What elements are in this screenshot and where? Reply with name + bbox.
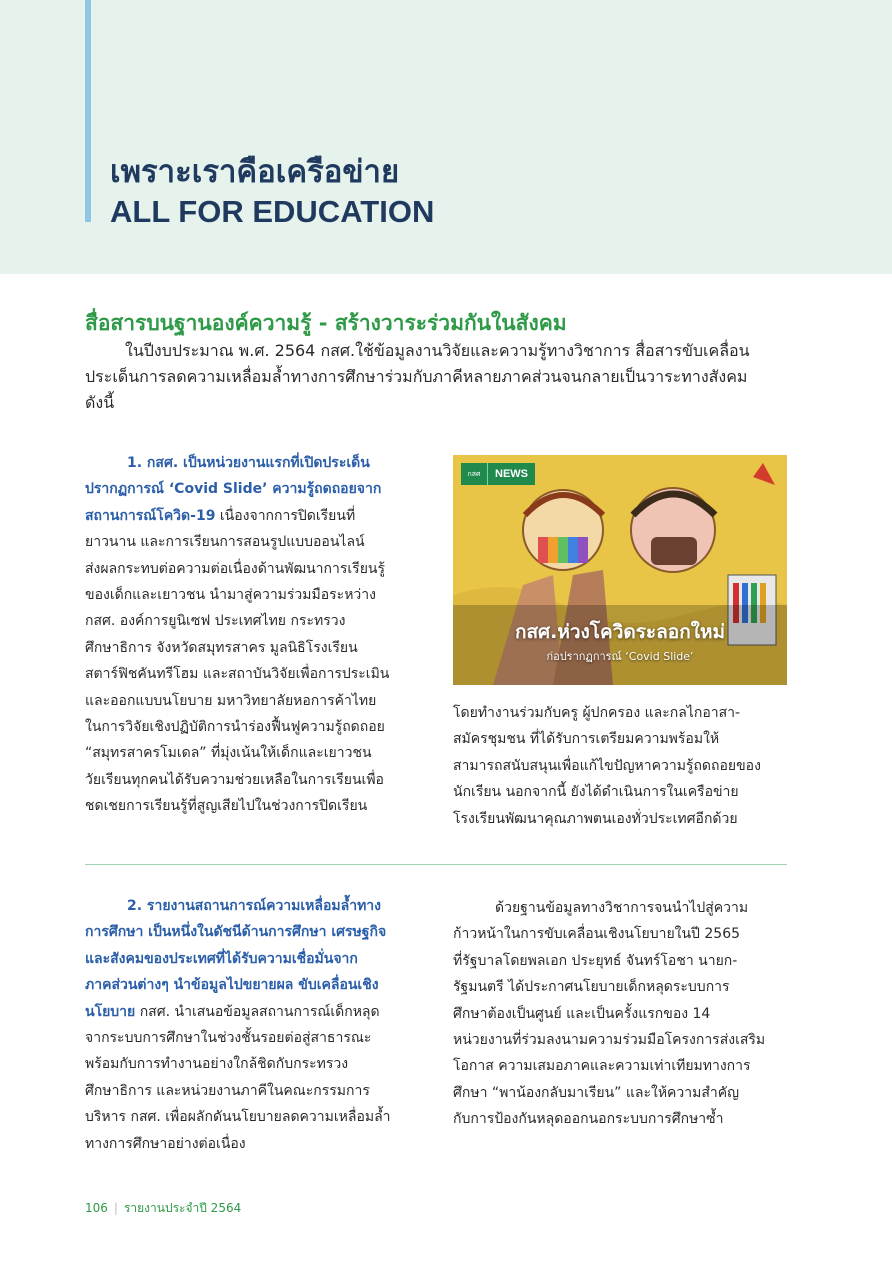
item1-heading-line: 1. กสศ. เป็นหน่วยงานแรกที่เปิดประเด็น [127, 455, 370, 471]
item1-body-line: ของเด็กและเยาวชน นำมาสู่ความร่วมมือระหว่าง [85, 587, 376, 604]
item2-body-tail: กสศ. นำเสนอข้อมูลสถานการณ์เด็กหลุด [135, 1003, 380, 1020]
item2-continued-line: ที่รัฐบาลโดยพลเอก ประยุทธ์ จันทร์โอชา นายก- [453, 952, 738, 969]
news-headline: กสศ.ห่วงโควิดระลอกใหม่ [514, 621, 726, 643]
item2-body-line: บริหาร กสศ. เพื่อผลักดันนโยบายลดความเหลื่อมล้ำ [85, 1109, 391, 1126]
item1-body-line: ในการวิจัยเชิงปฏิบัติการนำร่องฟื้นฟูความรู้ถดถอย [85, 719, 385, 736]
item1-heading-tail: สถานการณ์โควิด-19 [85, 507, 216, 524]
item1-mixed-line [85, 503, 420, 529]
item2-body-line: ศึกษาธิการ และหน่วยงานภาคีในคณะกรรมการ [85, 1082, 370, 1099]
item2-continued-line: ด้วยฐานข้อมูลทางวิชาการจนนำไปสู่ความ [495, 900, 749, 916]
item2-continued-line: โอกาส ความเสมอภาคและความเท่าเทียมทางการ [453, 1058, 751, 1075]
item2-heading-line: การศึกษา เป็นหนึ่งในดัชนีด้านการศึกษา เศรษฐกิจ [85, 924, 387, 941]
page-title-english: ALL FOR EDUCATION [110, 194, 435, 229]
item1-continued-line: โดยทำงานร่วมกับครู ผู้ปกครอง และกลไกอาสา- [453, 705, 741, 721]
footer-separator: | [113, 1201, 118, 1215]
intro-line: ประเด็นการลดความเหลื่อมล้ำทางการศึกษาร่วมกับภาคีหลายภาคส่วนจนกลายเป็นวาระทางสังคม [85, 367, 748, 386]
item1-continued-column [453, 700, 788, 832]
item2-continued-column [453, 895, 788, 1133]
item2-continued-line: ศึกษา “พาน้องกลับมาเรียน” และให้ความสำคัญ [453, 1084, 740, 1101]
news-label: NEWS [487, 463, 535, 485]
item2-continued-line: กับการป้องกันหลุดออกนอกระบบการศึกษาซ้ำ [453, 1111, 724, 1128]
item2-heading-tail: นโยบาย [85, 1003, 136, 1020]
page-number: 106 [85, 1201, 108, 1215]
header-band [0, 0, 892, 274]
item1-continued-line: สามารถสนับสนุนเพื่อแก้ไขปัญหาความรู้ถดถอยของ [453, 757, 761, 774]
item1-body-line: “สมุทรสาครโมเดล” ที่มุ่งเน้นให้เด็กและเยาวชน [85, 745, 372, 762]
item1-continued-line: โรงเรียนพัฒนาคุณภาพตนเองทั่วประเทศอีกด้วย [453, 810, 738, 827]
item2-heading-line: 2. รายงานสถานการณ์ความเหลื่อมล้ำทาง [127, 898, 381, 914]
page-title-thai: เพราะเราคือเครือข่าย [110, 154, 400, 190]
item1-body-line: ชดเชยการเรียนรู้ที่สูญเสียไปในช่วงการปิดเรียน [85, 798, 368, 815]
header-accent-bar [85, 0, 91, 222]
intro-paragraph [85, 338, 787, 416]
item1-column [85, 450, 420, 820]
page-footer [85, 1199, 241, 1218]
news-badge [461, 463, 535, 485]
item2-body-line: จากระบบการศึกษาในช่วงชั้นรอยต่อสู่สาธารณะ [85, 1030, 372, 1047]
news-photo [453, 455, 787, 685]
item1-body-line: ส่งผลกระทบต่อความต่อเนื่องด้านพัฒนาการเรียนรู้ [85, 560, 385, 577]
section-heading: สื่อสารบนฐานองค์ความรู้ - สร้างวาระร่วมกันในสังคม [85, 311, 567, 335]
intro-line: ในปีงบประมาณ พ.ศ. 2564 กสศ.ใช้ข้อมูลงานวิจัยและความรู้ทางวิชาการ สื่อสารขับเคลื่อน [125, 341, 750, 360]
item2-mixed-line [85, 999, 420, 1025]
report-title: รายงานประจำปี 2564 [123, 1201, 242, 1215]
item2-continued-line: รัฐมนตรี ได้ประกาศนโยบายเด็กหลุดระบบการ [453, 979, 730, 996]
item1-continued-line: นักเรียน นอกจากนี้ ยังได้ดำเนินการในเครือข่าย [453, 784, 739, 801]
item1-body-line: กสศ. องค์การยูนิเซฟ ประเทศไทย กระทรวง [85, 613, 346, 630]
news-subheadline: ก่อปรากฏการณ์ ‘Covid Slide’ [546, 650, 694, 663]
item2-column [85, 893, 420, 1157]
item2-heading-line: และสังคมของประเทศที่ได้รับความเชื่อมั่นจาก [85, 950, 358, 967]
intro-line: ดังนี้ [85, 393, 115, 412]
item1-heading-line: ปรากฏการณ์ ‘Covid Slide’ ความรู้ถดถอยจาก [85, 481, 382, 498]
item1-body-line: ยาวนาน และการเรียนการสอนรูปแบบออนไลน์ [85, 534, 365, 551]
item2-heading-line: ภาคส่วนต่างๆ นำข้อมูลไปขยายผล ขับเคลื่อนเชิง [85, 977, 379, 994]
section-divider [85, 864, 787, 865]
item2-body-line: ทางการศึกษาอย่างต่อเนื่อง [85, 1135, 246, 1152]
item2-body-line: พร้อมกับการทำงานอย่างใกล้ชิดกับกระทรวง [85, 1056, 349, 1073]
item1-body-line: และออกแบบนโยบาย มหาวิทยาลัยหอการค้าไทย [85, 692, 377, 709]
item1-continued-line: สมัครชุมชน ที่ได้รับการเตรียมความพร้อมให้ [453, 731, 720, 748]
item1-body-line: สตาร์ฟิชคันทรีโฮม และสถาบันวิจัยเพื่อการประเมิน [85, 666, 390, 683]
item1-body-line: ศึกษาธิการ จังหวัดสมุทรสาคร มูลนิธิโรงเรียน [85, 639, 358, 656]
item1-body-line: วัยเรียนทุกคนได้รับความช่วยเหลือในการเรียนเพื่อ [85, 771, 384, 788]
item2-continued-line: ก้าวหน้าในการขับเคลื่อนเชิงนโยบายในปี 2565 [453, 926, 741, 943]
item2-continued-line: หน่วยงานที่ร่วมลงนามความร่วมมือโครงการส่งเสริม [453, 1032, 766, 1049]
item1-body-tail: เนื่องจากการปิดเรียนที่ [215, 507, 356, 524]
eef-logo-icon: กสศ [461, 463, 487, 485]
item2-continued-line: ศึกษาต้องเป็นศูนย์ และเป็นครั้งแรกของ 14 [453, 1005, 711, 1022]
